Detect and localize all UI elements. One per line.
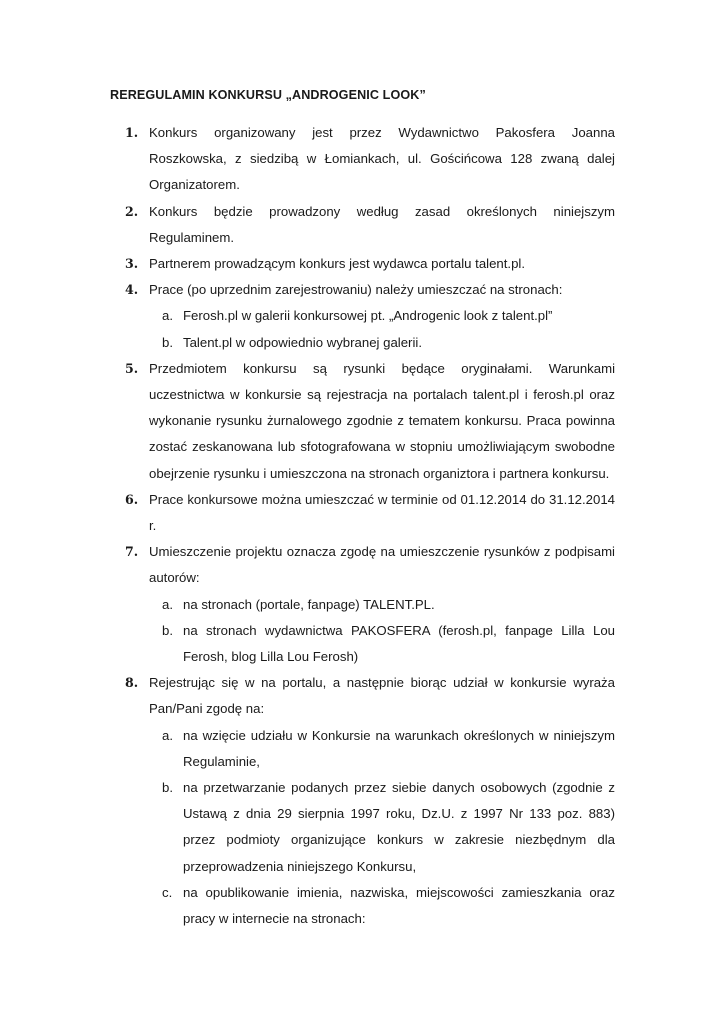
item-number: 1. <box>125 125 139 140</box>
item-number: 7. <box>125 544 139 560</box>
list-item-7 <box>110 539 615 670</box>
list-item-3 <box>110 251 615 277</box>
sub-list <box>149 303 615 355</box>
regulations-list <box>110 120 615 932</box>
item-text: Rejestrując się w na portalu, a następnie biorąc udział w konkursie wyraża Pan/Pani zgodę na: <box>149 675 615 717</box>
list-item-8 <box>110 670 615 932</box>
sub-item-b <box>149 330 615 356</box>
sub-item-text: na opublikowanie imienia, nazwiska, miejscowości zamieszkania oraz pracy w internecie na stronach: <box>183 884 615 927</box>
sub-item-text: na przetwarzanie podanych przez siebie danych osobowych (zgodnie z Ustawą z dnia 29 sierpnia 1997 roku, Dz.U. z 1997 Nr 133 poz. 883) przez podmioty organizujące konkurs w zakresie niezbędnym dla przeprowadzenia niniejszego Konkursu, <box>183 780 615 874</box>
item-text: Konkurs organizowany jest przez Wydawnictwo Pakosfera Joanna Roszkowska, z siedzibą w Łomiankach, ul. Gościńcowa 128 zwaną dalej Organizatorem. <box>149 125 615 193</box>
sub-item-c <box>149 880 615 932</box>
sub-item-b <box>149 618 615 670</box>
list-item-2 <box>110 199 615 251</box>
sub-item-letter: b. <box>162 622 173 638</box>
item-number: 6. <box>125 491 139 507</box>
sub-list <box>149 592 615 671</box>
list-item-5 <box>110 356 615 487</box>
sub-item-a <box>149 303 615 329</box>
item-number: 4. <box>125 282 139 298</box>
sub-item-b <box>149 775 615 880</box>
list-item-6 <box>110 487 615 539</box>
sub-item-letter: a. <box>162 596 173 612</box>
sub-item-text: na wzięcie udziału w Konkursie na warunkach określonych w niniejszym Regulaminie, <box>183 727 615 769</box>
sub-item-text: na stronach wydawnictwa PAKOSFERA (ferosh.pl, fanpage Lilla Lou Ferosh, blog Lilla Lou Ferosh) <box>183 622 615 665</box>
item-text: Umieszczenie projektu oznacza zgodę na umieszczenie rysunków z podpisami autorów: <box>149 544 615 586</box>
sub-item-a <box>149 592 615 618</box>
sub-item-letter: a. <box>162 308 173 324</box>
sub-item-text: na stronach (portale, fanpage) TALENT.PL. <box>183 596 435 612</box>
sub-list <box>149 723 615 933</box>
item-number: 2. <box>125 203 139 219</box>
list-item-4 <box>110 277 615 356</box>
sub-item-text: Talent.pl w odpowiednio wybranej galerii. <box>183 334 422 350</box>
item-text: Konkurs będzie prowadzony według zasad określonych niniejszym Regulaminem. <box>149 203 615 245</box>
item-number: 8. <box>125 675 139 691</box>
sub-item-a <box>149 723 615 775</box>
sub-item-text: Ferosh.pl w galerii konkursowej pt. „Androgenic look z talent.pl” <box>183 308 553 324</box>
regulations-body <box>110 120 615 932</box>
sub-item-letter: b. <box>162 334 173 350</box>
sub-item-letter: c. <box>162 884 173 900</box>
document-title: REREGULAMIN KONKURSU „ANDROGENIC LOOK” <box>110 88 426 102</box>
list-item-1 <box>110 120 615 199</box>
item-number: 5. <box>125 360 139 376</box>
item-text: Prace (po uprzednim zarejestrowaniu) należy umieszczać na stronach: <box>149 282 563 298</box>
item-number: 3. <box>125 256 139 272</box>
sub-item-letter: b. <box>162 780 173 796</box>
item-text: Przedmiotem konkursu są rysunki będące oryginałami. Warunkami uczestnictwa w konkursie są rejestracja na portalach talent.pl i ferosh.pl oraz wykonanie rysunku żurnalowego zgodnie z tematem konkursu. Praca powinna zostać zeskanowana lub sfotografowana w stopniu umożliwiającym swobodne obejrzenie rysunku i umieszczona na stronach organiztora i partnera konkursu. <box>149 360 615 481</box>
sub-item-letter: a. <box>162 727 173 743</box>
item-text: Partnerem prowadzącym konkurs jest wydawca portalu talent.pl. <box>149 256 526 272</box>
item-text: Prace konkursowe można umieszczać w terminie od 01.12.2014 do 31.12.2014 r. <box>149 491 615 534</box>
